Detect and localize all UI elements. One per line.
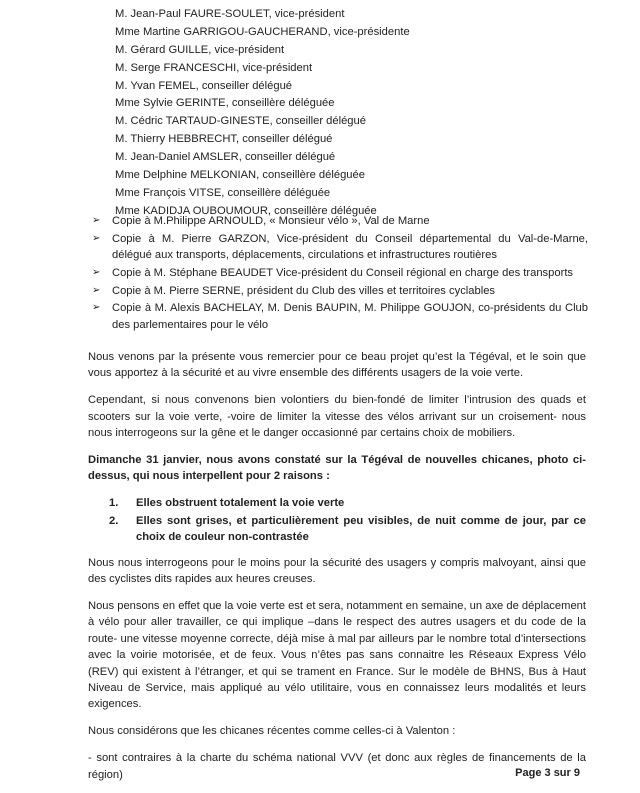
copy-item-text: Copie à M. Stéphane BEAUDET Vice-président du Conseil régional en charge des transports	[112, 266, 574, 279]
name-line: M. Gérard GUILLE, vice-président	[115, 43, 285, 56]
paragraph: Cependant, si nous convenons bien volontiers du bien-fondé de limiter l’intrusion des quads et scooters sur la voie verte, -voire de limiter la vitesse des vélos arrivant sur un croisement- nous nous interrogeons sur la gêne et le danger occasionné par certains choix de mobiliers.	[88, 394, 586, 440]
copy-item-text: Copie à M. Pierre GARZON, Vice-président du Conseil départemental du Val-de-Marne, délégué aux transports, déplacements, circulations et infrastructures routières	[112, 232, 588, 261]
name-line: M. Jean-Paul FAURE-SOULET, vice-président	[115, 8, 345, 20]
name-line: M. Thierry HEBBRECHT, conseiller délégué	[115, 133, 333, 146]
paragraph: - sont contraires à la charte du schéma national VVV (et donc aux règles de financements de la région)	[88, 752, 586, 781]
copies-list	[92, 213, 588, 334]
copy-item-text: Copie à M. Alexis BACHELAY, M. Denis BAUPIN, M. Philippe GOUJON, co-présidents du Club des parlementaires pour le vélo	[112, 302, 588, 331]
copy-item-text: Copie à M. Pierre SERNE, président du Club des villes et territoires cyclables	[112, 284, 496, 297]
copy-item	[92, 213, 588, 229]
paragraph-bold-text: Dimanche 31 janvier, nous avons constaté sur la Tégéval de nouvelles chicanes, photo ci-dessus, qui nous interpellent pour 2 raisons :	[88, 454, 586, 483]
name-line: Mme KADIDJA OUBOUMOUR, conseillère déléguée	[115, 204, 377, 217]
paragraph: Nous nous interrogeons pour le moins pour la sécurité des usagers y compris malvoyant, ainsi que des cyclistes dits rapides aux heures creuses.	[88, 556, 586, 585]
reason-text: Elles obstruent totalement la voie verte	[136, 497, 345, 510]
paragraph: Nous venons par la présente vous remercier pour ce beau projet qu’est la Tégéval, et le soin que vous apportez à la sécurité et au vivre ensemble des différents usagers de la voie verte.	[88, 351, 586, 380]
name-line: M. Jean-Daniel AMSLER, conseiller délégué	[115, 151, 336, 164]
reason-item	[88, 513, 586, 546]
paragraph: Nous considérons que les chicanes récentes comme celles-ci à Valenton :	[88, 725, 456, 738]
arrow-bullet-icon: ➢	[92, 284, 101, 296]
reason-number: 1.	[109, 497, 119, 510]
letter-body	[88, 349, 586, 793]
name-line: M. Serge FRANCESCHI, vice-président	[115, 61, 313, 74]
name-line: Mme Sylvie GERINTE, conseillère déléguée	[115, 97, 335, 110]
arrow-bullet-icon: ➢	[92, 302, 101, 314]
arrow-bullet-icon: ➢	[92, 215, 101, 226]
name-line: Mme Martine GARRIGOU-GAUCHERAND, vice-présidente	[115, 25, 410, 38]
name-line: M. Cédric TARTAUD-GINESTE, conseiller délégué	[115, 115, 366, 128]
reason-text: Elles sont grises, et particulièrement peu visibles, de nuit comme de jour, par ce choix de couleur non-contrastée	[136, 514, 586, 544]
reason-item	[88, 495, 586, 511]
copy-item	[92, 283, 588, 299]
paragraph: Nous pensons en effet que la voie verte est et sera, notamment en semaine, un axe de déplacement à vélo pour aller travailler, ce qui implique –dans le respect des autres usagers et du code de la route- une vitesse moyenne correcte, déjà mise à mal par ailleurs par le nombre total d’intersections avec la voirie motorisée, et de feux. Vous n’êtes pas sans connaitre les Réseaux Express Vélo (REV) qui existent à l’étranger, et qui se trament en France. Sur le modèle de BHNS, Bus à Haut Niveau de Service, mais appliqué au vélo utilitaire, vous en connaissez leurs modalités et leurs exigences.	[88, 599, 586, 711]
paragraph-bold	[88, 452, 586, 485]
name-line: Mme François VITSE, conseillère déléguée	[115, 186, 331, 199]
names-list	[115, 6, 410, 221]
reasons-list	[88, 495, 586, 545]
page-number: Page 3 sur 9	[515, 767, 580, 779]
copy-item	[92, 265, 588, 281]
reason-number: 2.	[109, 514, 119, 527]
arrow-bullet-icon: ➢	[92, 266, 101, 278]
name-line: M. Yvan FEMEL, conseiller délégué	[115, 79, 293, 92]
copy-item-text: Copie à M.Philippe ARNOULD, « Monsieur vélo », Val de Marne	[112, 215, 430, 227]
copy-item	[92, 231, 588, 263]
copy-item	[92, 300, 588, 332]
name-line: Mme Delphine MELKONIAN, conseillère déléguée	[115, 169, 365, 182]
arrow-bullet-icon: ➢	[92, 232, 101, 244]
